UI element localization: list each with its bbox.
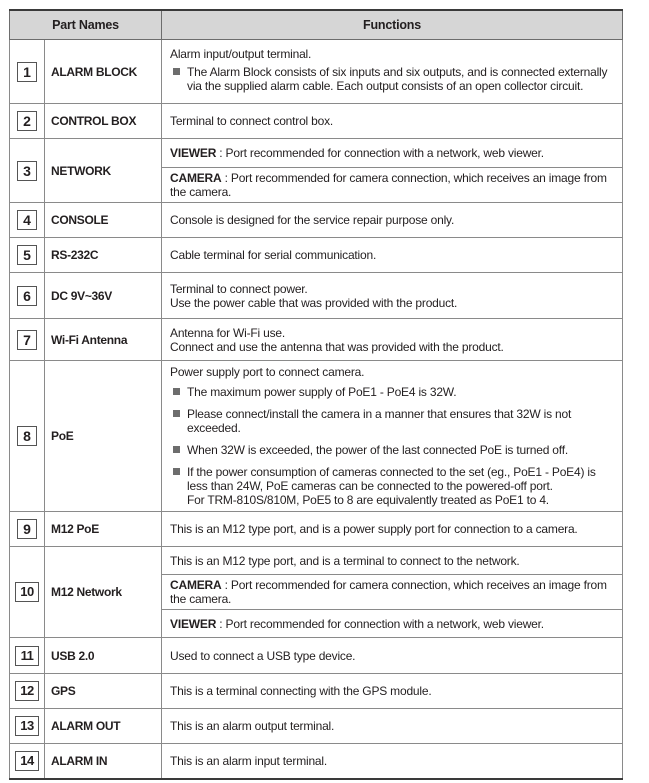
part-function: This is an alarm output terminal. — [162, 709, 623, 744]
part-function: This is a terminal connecting with the GPS module. — [162, 674, 623, 709]
part-name: USB 2.0 — [45, 638, 162, 674]
part-number: 11 — [15, 646, 39, 666]
table-row — [10, 238, 623, 273]
part-number: 8 — [17, 426, 37, 446]
part-name: CONSOLE — [45, 203, 162, 238]
table-row — [10, 744, 623, 779]
part-number: 13 — [15, 716, 39, 736]
table-row — [10, 40, 623, 104]
part-number: 1 — [17, 62, 37, 82]
part-name: RS-232C — [45, 238, 162, 273]
part-function: Console is designed for the service repair purpose only. — [162, 203, 623, 238]
bullet-item: The Alarm Block consists of six inputs and six outputs, and is connected externally via the supplied alarm cable. Each output consists of an open collector circuit. — [170, 65, 614, 93]
part-number: 4 — [17, 210, 37, 230]
part-name: CONTROL BOX — [45, 104, 162, 139]
functions-header: Functions — [162, 10, 623, 40]
part-function: Antenna for Wi-Fi use. Connect and use the antenna that was provided with the product. — [162, 319, 623, 361]
part-name: PoE — [45, 361, 162, 512]
table-row — [10, 674, 623, 709]
table-row — [10, 512, 623, 547]
part-name: ALARM BLOCK — [45, 40, 162, 104]
part-name: M12 Network — [45, 547, 162, 638]
part-number: 7 — [17, 330, 37, 350]
table-header — [10, 10, 623, 40]
part-function: This is an M12 type port, and is a terminal to connect to the network. — [162, 547, 623, 575]
part-name: NETWORK — [45, 139, 162, 203]
table-row — [10, 638, 623, 674]
part-number: 12 — [15, 681, 39, 701]
table-row — [10, 319, 623, 361]
part-name: GPS — [45, 674, 162, 709]
part-function: Power supply port to connect camera. The maximum power supply of PoE1 - PoE4 is 32W. Please connect/install the camera in a manner that ensures that 32W is not exceeded. When 32W is exceeded, the power of the last connected PoE is turned off. If the power consumption of cameras connected to the set (eg., PoE1 - PoE4) is less than 24W, PoE cameras can be connected to the powered-off port. For TRM-810S/810M, PoE5 to 8 are equivalently treated as PoE1 to 4. — [162, 361, 623, 512]
part-function: Used to connect a USB type device. — [162, 638, 623, 674]
part-name: M12 PoE — [45, 512, 162, 547]
table-row — [10, 709, 623, 744]
part-name: Wi-Fi Antenna — [45, 319, 162, 361]
part-function: This is an alarm input terminal. — [162, 744, 623, 779]
part-function: Alarm input/output terminal. The Alarm Block consists of six inputs and six outputs, and is connected externally via the supplied alarm cable. Each output consists of an open collector circuit. — [162, 40, 623, 104]
part-number: 10 — [15, 582, 39, 602]
part-function: CAMERA : Port recommended for camera connection, which receives an image from the camera. — [162, 168, 623, 203]
part-function: VIEWER : Port recommended for connection with a network, web viewer. — [162, 139, 623, 168]
table-row — [10, 547, 623, 575]
parts-table — [9, 9, 623, 780]
part-number: 3 — [17, 161, 37, 181]
part-name: ALARM IN — [45, 744, 162, 779]
part-function: CAMERA : Port recommended for camera connection, which receives an image from the camera. — [162, 575, 623, 610]
part-function: Terminal to connect control box. — [162, 104, 623, 139]
table-row — [10, 104, 623, 139]
part-number: 14 — [15, 751, 39, 771]
part-number: 6 — [17, 286, 37, 306]
part-names-header: Part Names — [10, 10, 162, 40]
part-function: Terminal to connect power. Use the power cable that was provided with the product. — [162, 273, 623, 319]
part-number: 9 — [17, 519, 37, 539]
part-name: ALARM OUT — [45, 709, 162, 744]
part-function: This is an M12 type port, and is a power supply port for connection to a camera. — [162, 512, 623, 547]
bullet-item: When 32W is exceeded, the power of the last connected PoE is turned off. — [170, 443, 614, 457]
table-row — [10, 139, 623, 168]
bullet-item: If the power consumption of cameras connected to the set (eg., PoE1 - PoE4) is less than 24W, PoE cameras can be connected to the powered-off port. For TRM-810S/810M, PoE5 to 8 are equivalently treated as PoE1 to 4. — [170, 465, 614, 507]
bullet-item: The maximum power supply of PoE1 - PoE4 is 32W. — [170, 385, 614, 399]
part-function: Cable terminal for serial communication. — [162, 238, 623, 273]
part-function: VIEWER : Port recommended for connection with a network, web viewer. — [162, 610, 623, 638]
part-name: DC 9V~36V — [45, 273, 162, 319]
part-number: 2 — [17, 111, 37, 131]
table-row — [10, 203, 623, 238]
bullet-item: Please connect/install the camera in a manner that ensures that 32W is not exceeded. — [170, 407, 614, 435]
part-number: 5 — [17, 245, 37, 265]
table-row — [10, 361, 623, 512]
table-row — [10, 273, 623, 319]
